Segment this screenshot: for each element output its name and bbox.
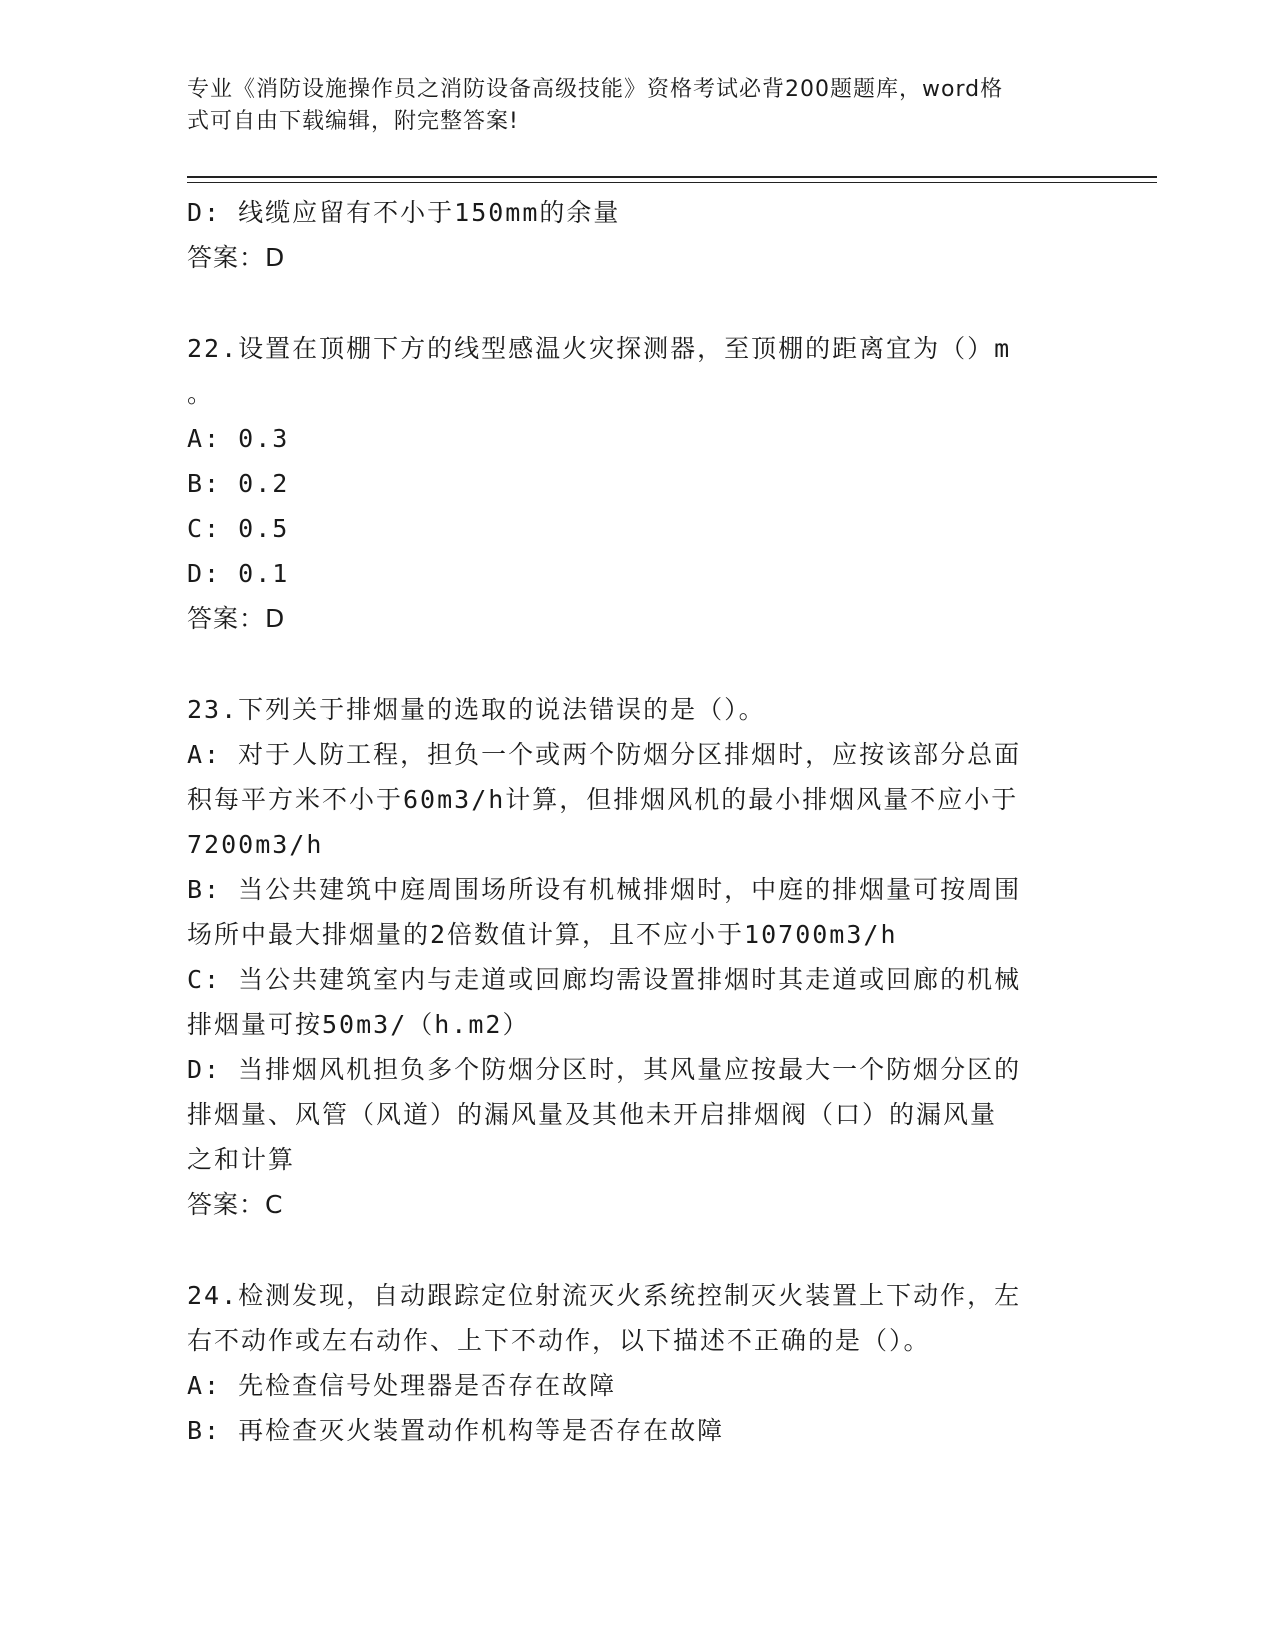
option-d: D: 当排烟风机担负多个防烟分区时，其风量应按最大一个防烟分区的: [187, 1055, 1022, 1084]
question-24: [187, 1273, 1087, 1453]
option-a-continued: 积每平方米不小于60m3/h计算，但排烟风机的最小排烟风量不应小于: [187, 785, 1019, 814]
question-23: [187, 687, 1087, 1227]
option-c: C: 0.5: [187, 514, 290, 543]
question-stem: 22.设置在顶棚下方的线型感温火灾探测器，至顶棚的距离宜为（）m: [187, 334, 1012, 363]
answer-line: 答案：D: [187, 604, 286, 633]
question-21-tail: [187, 190, 1087, 280]
document-body: [187, 190, 1087, 1453]
document-header: [187, 74, 1067, 138]
header-line-2: 式可自由下载编辑，附完整答案!: [187, 109, 519, 134]
option-d-continued: 排烟量、风管（风道）的漏风量及其他未开启排烟阀（口）的漏风量: [187, 1100, 998, 1129]
question-stem-continued: 。: [187, 379, 215, 408]
header-divider-thick: [187, 176, 1157, 178]
spacer: [187, 641, 1087, 687]
option-c: C: 当公共建筑室内与走道或回廊均需设置排烟时其走道或回廊的机械: [187, 965, 1022, 994]
option-d: D: 0.1: [187, 559, 290, 588]
option-d-continued: 之和计算: [187, 1145, 296, 1174]
header-line-1: 专业《消防设施操作员之消防设备高级技能》资格考试必背200题题库，word格: [187, 77, 1004, 102]
option-a: A: 0.3: [187, 424, 290, 453]
option-d: D: 线缆应留有不小于150mm的余量: [187, 198, 621, 227]
question-stem: 24.检测发现，自动跟踪定位射流灭火系统控制灭火装置上下动作，左: [187, 1281, 1022, 1310]
option-b: B: 0.2: [187, 469, 290, 498]
option-b: B: 再检查灭火装置动作机构等是否存在故障: [187, 1416, 725, 1445]
spacer: [187, 1227, 1087, 1273]
answer-line: 答案：C: [187, 1190, 284, 1219]
option-c-continued: 排烟量可按50m3/（h.m2）: [187, 1010, 530, 1039]
option-a: A: 先检查信号处理器是否存在故障: [187, 1371, 617, 1400]
answer-line: 答案：D: [187, 243, 286, 272]
spacer: [187, 280, 1087, 326]
option-a-continued: 7200m3/h: [187, 830, 324, 859]
header-divider-thin: [187, 182, 1157, 183]
question-22: [187, 326, 1087, 641]
question-stem-continued: 右不动作或左右动作、上下不动作，以下描述不正确的是（）。: [187, 1326, 931, 1355]
option-a: A: 对于人防工程，担负一个或两个防烟分区排烟时，应按该部分总面: [187, 740, 1022, 769]
option-b: B: 当公共建筑中庭周围场所设有机械排烟时，中庭的排烟量可按周围: [187, 875, 1022, 904]
question-stem: 23.下列关于排烟量的选取的说法错误的是（）。: [187, 695, 766, 724]
option-b-continued: 场所中最大排烟量的2倍数值计算，且不应小于10700m3/h: [187, 920, 898, 949]
